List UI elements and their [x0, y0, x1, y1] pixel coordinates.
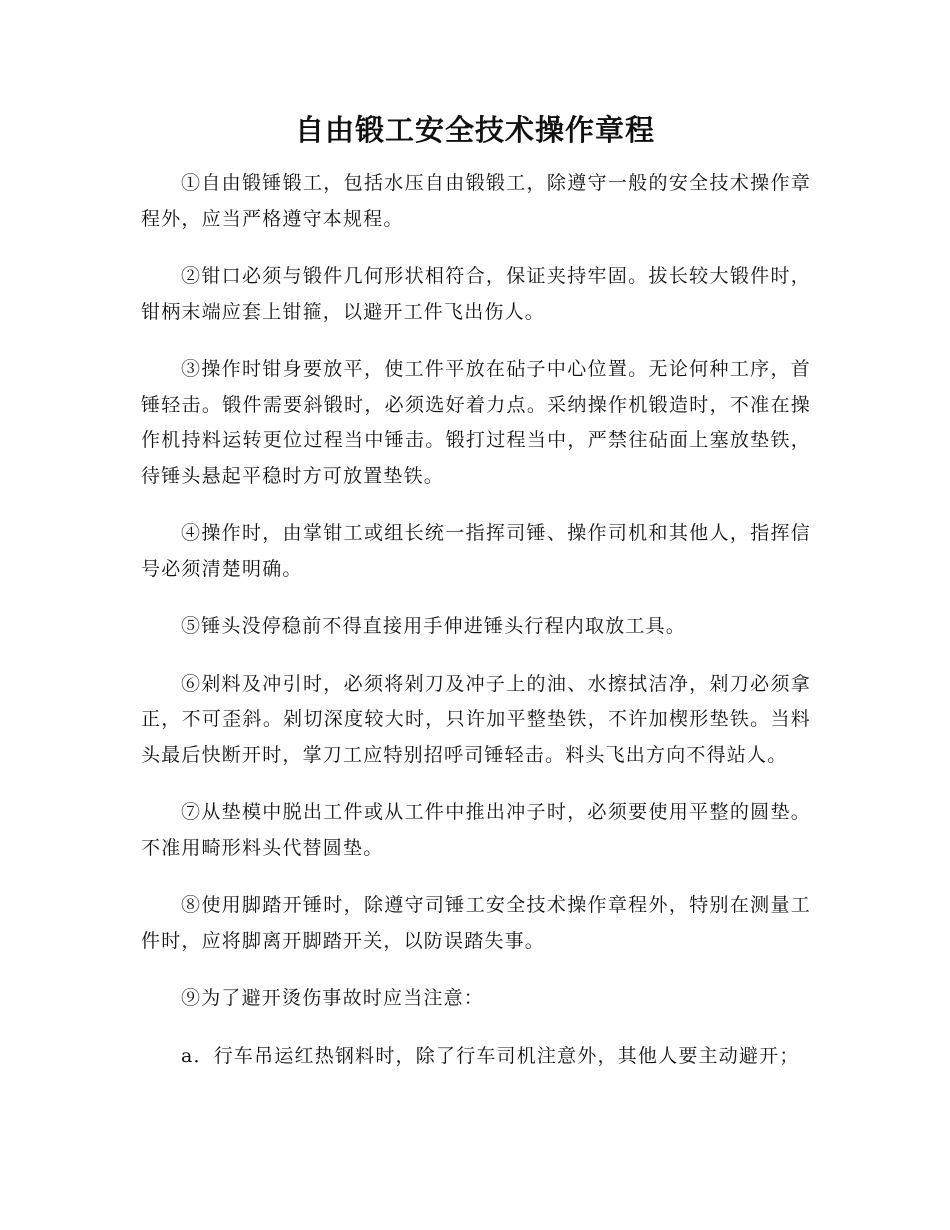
paragraph-1: ①自由锻锤锻工，包括水压自由锻锻工，除遵守一般的安全技术操作章程外，应当严格遵守本规程。 [141, 172, 811, 230]
paragraph-10: a．行车吊运红热钢料时，除了行车司机注意外，其他人要主动避开； [181, 1044, 800, 1067]
paragraph-5: ⑤锤头没停稳前不得直接用手伸进锤头行程内取放工具。 [181, 615, 687, 637]
paragraph-3: ③操作时钳身要放平，使工件平放在砧子中心位置。无论何种工序，首锤轻击。锻件需要斜锻时，必须选好着力点。采纳操作机锻造时，不准在操作机持料运转更位过程当中锤击。锻打过程当中，严禁往砧面上塞放垫铁，待锤头悬起平稳时方可放置垫铁。 [141, 358, 811, 487]
paragraph-7: ⑦从垫模中脱出工件或从工件中推出冲子时，必须要使用平整的圆垫。不准用畸形料头代替圆垫。 [141, 801, 811, 859]
paragraph-6: ⑥剁料及冲引时，必须将剁刀及冲子上的油、水擦拭洁净，剁刀必须拿正，不可歪斜。剁切深度较大时，只许加平整垫铁，不许加楔形垫铁。当料头最后快断开时，掌刀工应特别招呼司锤轻击。料头飞出方向不得站人。 [141, 672, 811, 766]
document-body [141, 166, 811, 1096]
document-title: 自由锻工安全技术操作章程 [294, 113, 655, 147]
paragraph-2: ②钳口必须与锻件几何形状相符合，保证夹持牢固。拔长较大锻件时，钳柄末端应套上钳箍，以避开工件飞出伤人。 [141, 265, 811, 323]
paragraph-8: ⑧使用脚踏开锤时，除遵守司锤工安全技术操作章程外，特别在测量工件时，应将脚离开脚踏开关，以防误踏失事。 [141, 894, 811, 952]
paragraph-9: ⑨为了避开烫伤事故时应当注意： [181, 987, 485, 1009]
paragraph-4: ④操作时，由掌钳工或组长统一指挥司锤、操作司机和其他人，指挥信号必须清楚明确。 [141, 522, 811, 580]
